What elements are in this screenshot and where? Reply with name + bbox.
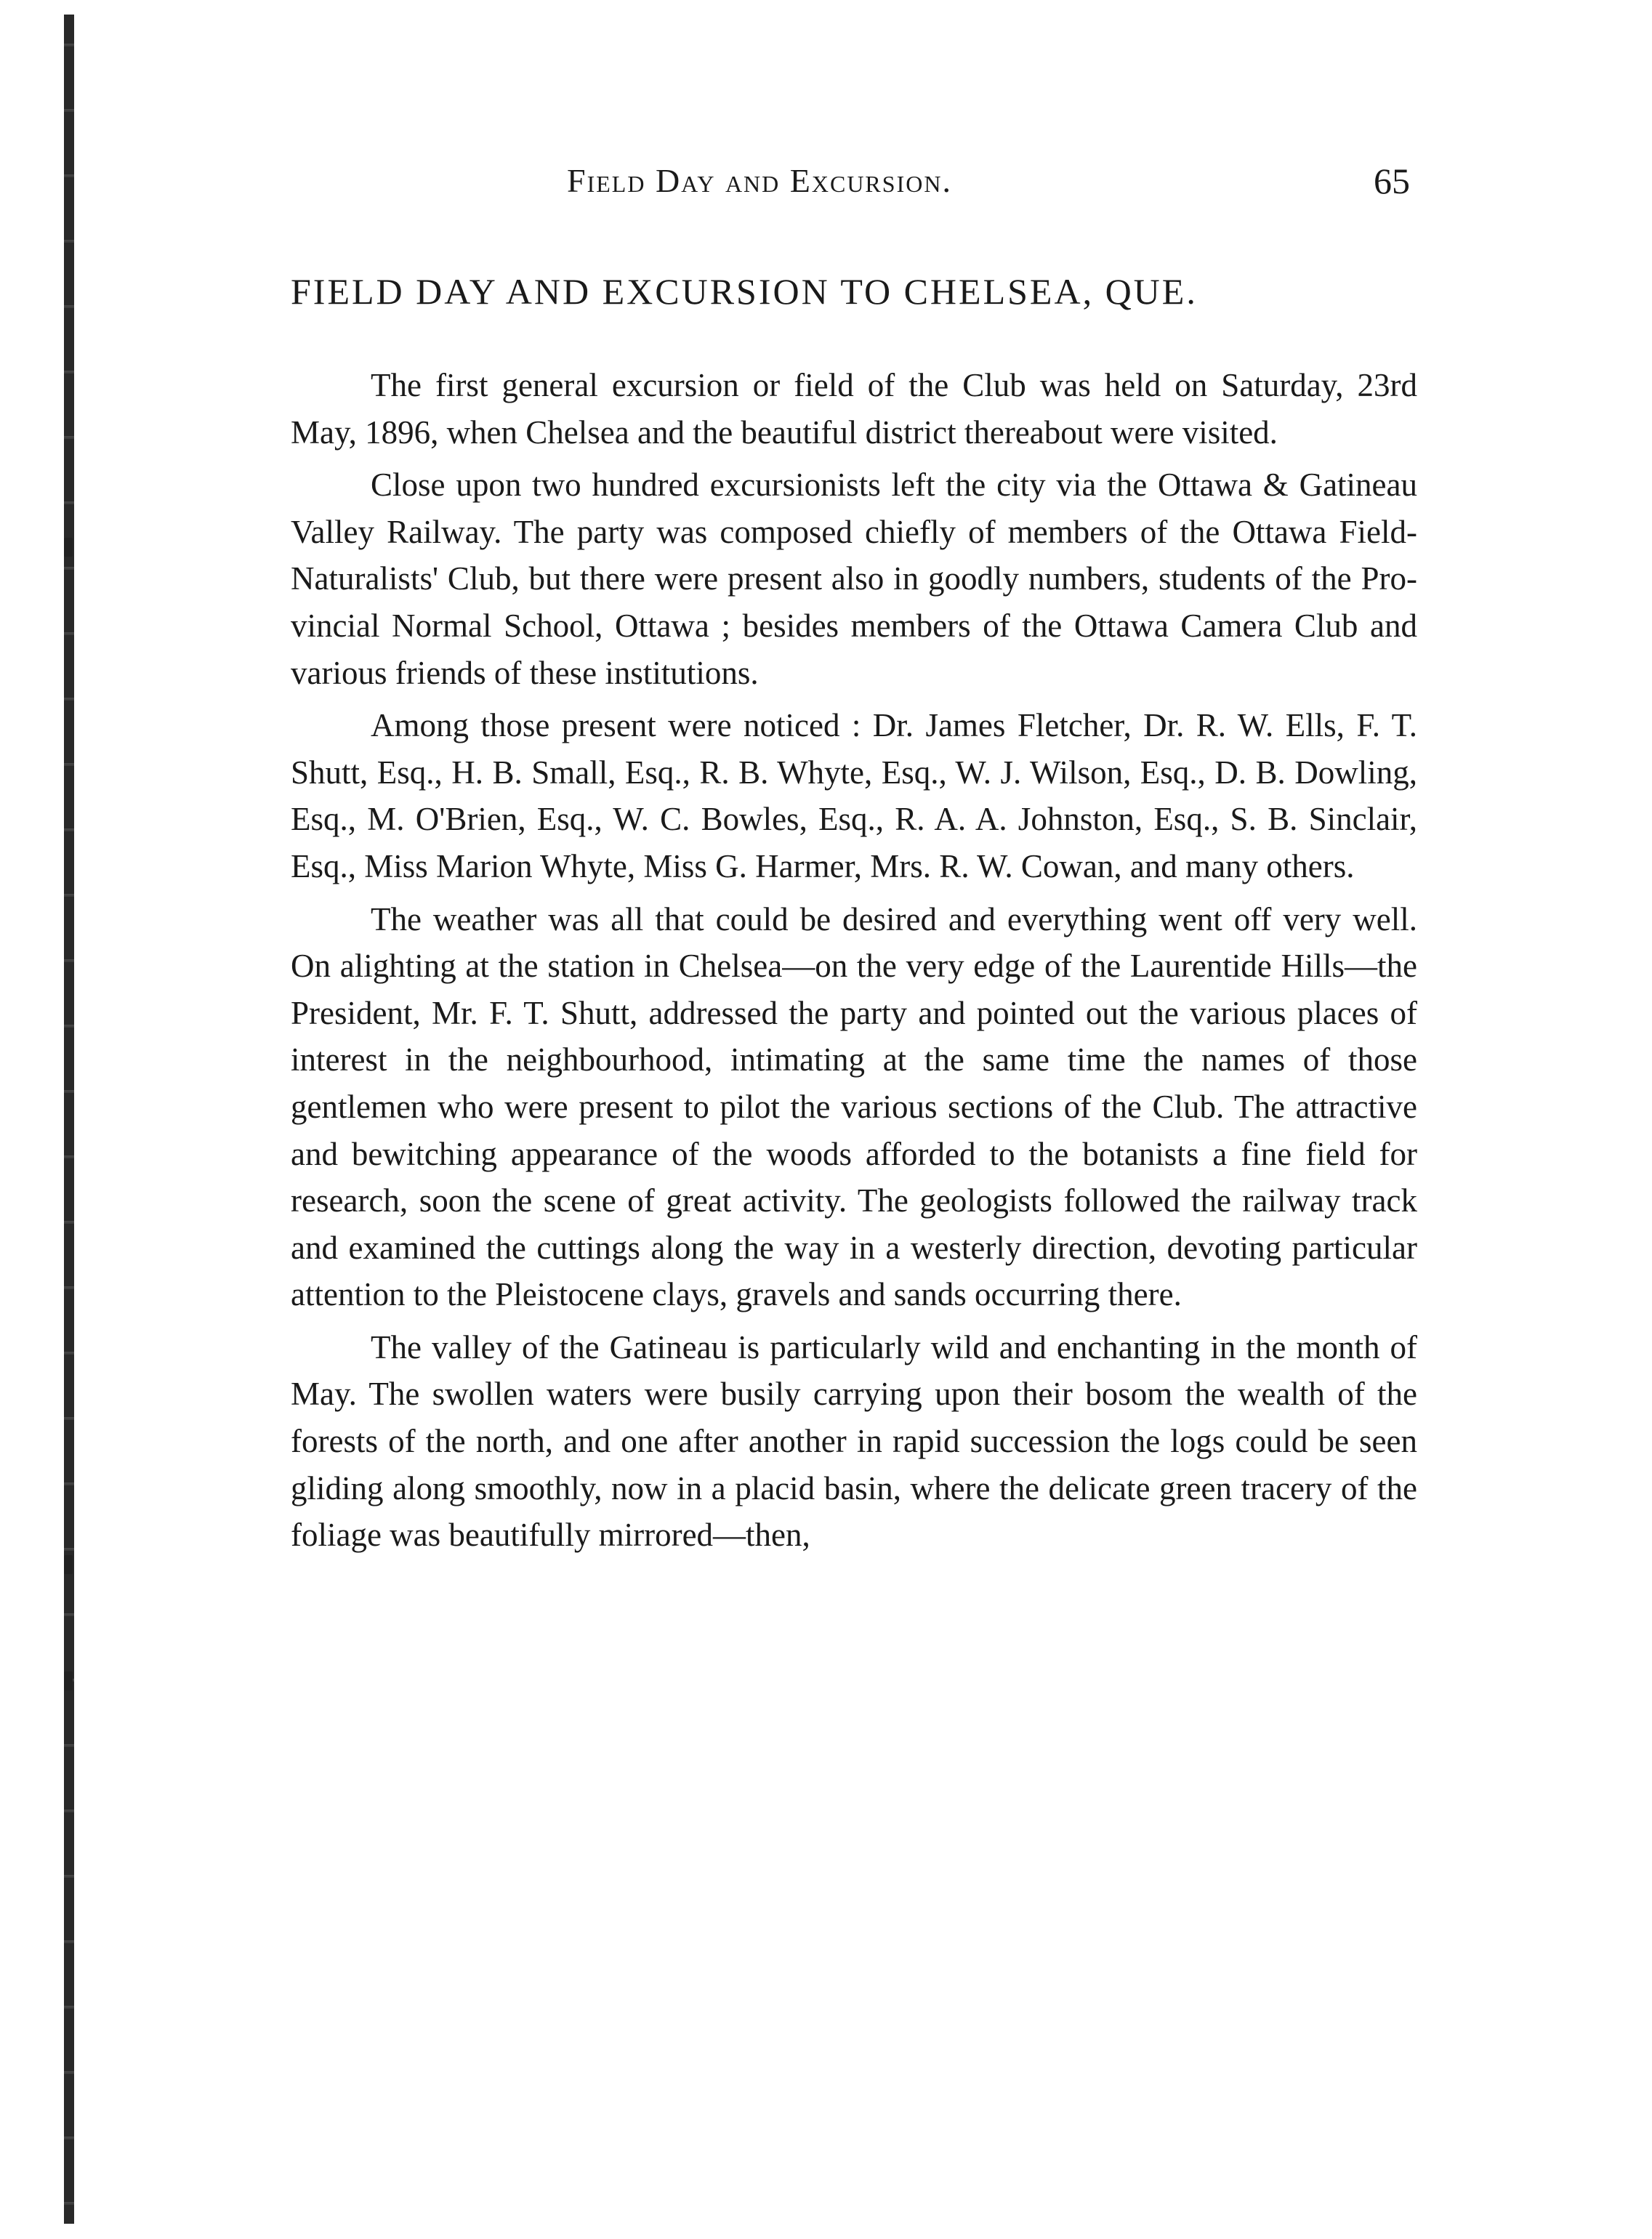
running-title: Field Day and Excursion. <box>567 162 952 199</box>
paragraph: The first general excursion or field of the Club was held on Saturday, 23rd May, 1896, when Chelsea and the beautiful district thereabout were visited. <box>291 367 1417 451</box>
paragraph: Among those present were noticed : Dr. James Fletcher, Dr. R. W. Ells, F. T. Shutt, Esq., H. B. Small, Esq., R. B. Whyte, Esq., W. J. Wilson, Esq., D. B. Dowling, Esq., M. O'Brien, Esq., W. C. Bowles, Esq., R. A. A. Johnston, Esq., S. B. Sinclair, Esq., Miss Marion Whyte, Miss G. Harmer, Mrs. R. W. Cowan, and many others. <box>291 707 1417 884</box>
book-page <box>291 0 1417 2239</box>
running-head <box>291 161 1417 212</box>
paragraph: Close upon two hundred excursionists left the city via the Ottawa & Gatineau Valley Railway. The party was composed chiefly of members of the Ottawa Field-Naturalists' Club, but there were present also in goodly numbers, students of the Provincial Normal School, Ottawa ; besides members of the Ottawa Camera Club and various friends of these institutions. <box>291 467 1417 691</box>
spine-notch <box>64 538 73 557</box>
article-body <box>291 362 1417 1565</box>
page-number: 65 <box>1374 161 1410 201</box>
book-spine-edge <box>64 15 74 2224</box>
spine-notch <box>64 1671 73 1690</box>
article-title: FIELD DAY AND EXCURSION TO CHELSEA, QUE. <box>291 271 1198 312</box>
spine-notch <box>64 1555 73 1574</box>
paragraph: The weather was all that could be desired and everything went off very well. On alighting at the station in Chelsea—on the very edge of the Laurentide Hills—the President, Mr. F. T. Shutt, addressed the party and pointed out the various places of interest in the neighbourhood, intimating at the same time the names of those gentlemen who were present to pilot the various sections of the Club. The attractive and bewitching appearance of the woods afforded to the botanists a fine field for research, soon the scene of great activity. The geologists followed the railway track and examined the cuttings along the way in a westerly direction, devoting particular attention to the Pleistocene clays, gravels and sands occurring there. <box>291 900 1417 1313</box>
paragraph: The valley of the Gatineau is particularly wild and enchanting in the month of May. The swollen waters were busily carrying upon their bosom the wealth of the forests of the north, and one after another in rapid succession the logs could be seen gliding along smoothly, now in a placid basin, where the delicate green tracery of the foliage was beautifully mirrored—then, <box>291 1328 1417 1554</box>
